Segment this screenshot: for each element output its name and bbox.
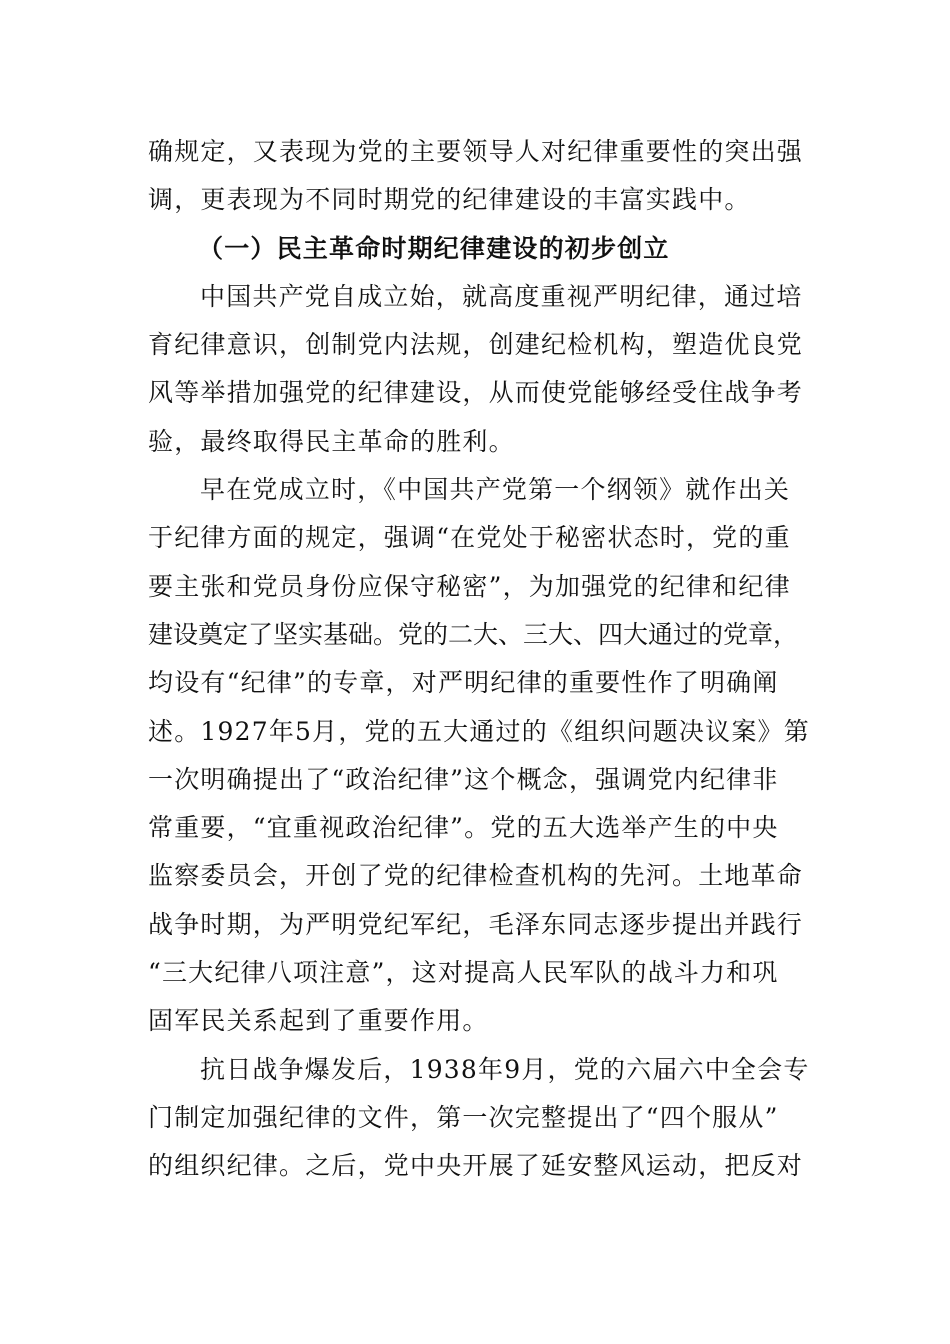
text-line: 中国共产党自成立始，就高度重视严明纪律，通过培	[200, 281, 803, 311]
text-line: 监察委员会，开创了党的纪律检查机构的先河。土地革命	[148, 861, 804, 891]
text-line: 固军民关系起到了重要作用。	[148, 1006, 489, 1036]
text-line: 战争时期，为严明党纪军纪，毛泽东同志逐步提出并践行	[148, 909, 804, 939]
text-line: 验，最终取得民主革命的胜利。	[148, 426, 515, 456]
paragraph-3	[148, 466, 810, 1046]
text-line: 风等举措加强党的纪律建设，从而使党能够经受住战争考	[148, 378, 804, 408]
text-line: 于纪律方面的规定，强调“在党处于秘密状态时，党的重	[148, 523, 791, 553]
text-line: 常重要，“宜重视政治纪律”。党的五大选举产生的中央	[148, 813, 779, 843]
body-text	[148, 128, 810, 1191]
text-line: 建设奠定了坚实基础。党的二大、三大、四大通过的党章，	[148, 619, 799, 649]
text-line: 均设有“纪律”的专章，对严明纪律的重要性作了明确阐	[148, 668, 779, 698]
text-line: 早在党成立时，《中国共产党第一个纲领》就作出关	[200, 475, 791, 505]
paragraph-4	[148, 1046, 810, 1191]
text-line: 门制定加强纪律的文件，第一次完整提出了“四个服从”	[148, 1102, 779, 1132]
paragraph-1	[148, 128, 804, 225]
text-line: 要主张和党员身份应保守秘密”，为加强党的纪律和纪律	[148, 571, 791, 601]
text-line: 育纪律意识，创制党内法规，创建纪检机构，塑造优良党	[148, 330, 804, 360]
text-line: 的组织纪律。之后，党中央开展了延安整风运动，把反对	[148, 1151, 804, 1181]
section-heading: （一）民主革命时期纪律建设的初步创立	[198, 233, 670, 263]
text-line: 一次明确提出了“政治纪律”这个概念，强调党内纪律非	[148, 764, 779, 794]
paragraph-2	[148, 273, 804, 466]
text-line: 抗日战争爆发后，1938年9月，党的六届六中全会专	[200, 1054, 810, 1084]
text-line: 述。1927年5月，党的五大通过的《组织问题决议案》第	[148, 716, 810, 746]
text-line: “三大纪律八项注意”，这对提高人民军队的战斗力和巩	[148, 958, 779, 988]
text-line: 确规定，又表现为党的主要领导人对纪律重要性的突出强	[148, 137, 804, 166]
text-line: 调，更表现为不同时期党的纪律建设的丰富实践中。	[148, 185, 751, 215]
